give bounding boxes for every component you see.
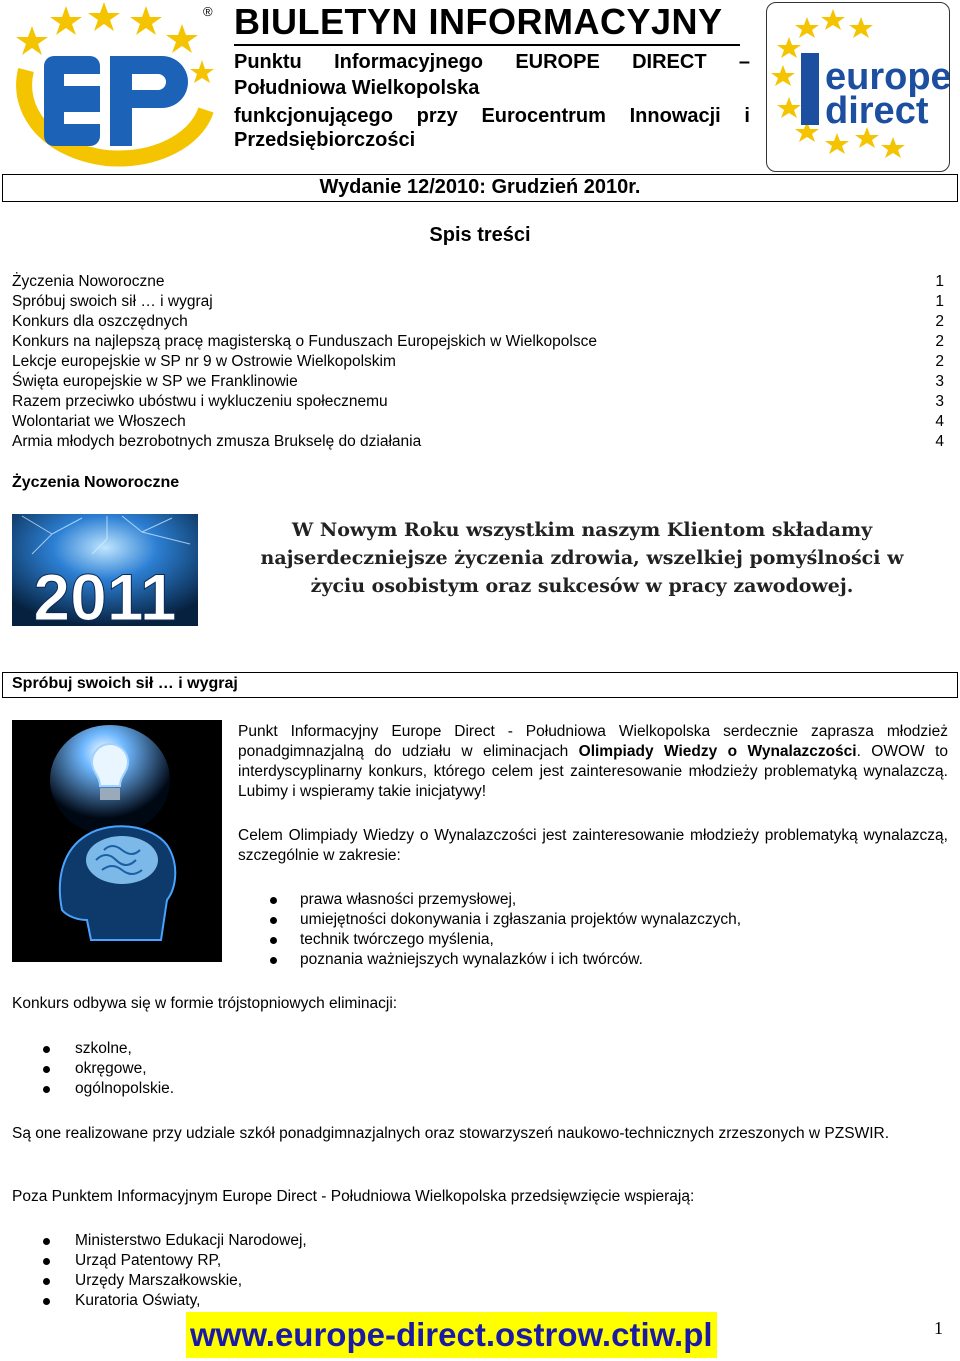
toc-label: Armia młodych bezrobotnych zmusza Brukselę do działania — [12, 433, 422, 450]
olympiad-intro-text: Punkt Informacyjny Europe Direct - Południowa Wielkopolska serdecznie zaprasza młodzież ponadgimnazjalną do udziału w eliminacjach — [238, 723, 948, 760]
toc-page: 3 — [935, 373, 944, 390]
olympiad-name: Olimpiady Wiedzy o Wynalazczości — [578, 743, 857, 760]
organizers-paragraph: Są one realizowane przy udziale szkół ponadgimnazjalnych oraz stowarzyszeń naukowo-technicznych zrzeszonych w PZSWIR. — [12, 1125, 890, 1142]
registered-mark: ® — [203, 4, 213, 19]
toc-label: Konkurs dla oszczędnych — [12, 313, 188, 330]
toc-row[interactable] — [12, 412, 944, 432]
edition-label: Wydanie 12/2010: Grudzień 2010r. — [319, 176, 641, 198]
toc-page: 4 — [935, 433, 944, 450]
table-of-contents — [12, 272, 944, 452]
toc-label: Życzenia Noworoczne — [12, 273, 165, 290]
europe-direct-logo — [766, 2, 950, 172]
toc-page: 1 — [935, 293, 944, 310]
page-number: 1 — [934, 1318, 943, 1338]
olympiad-intro-paragraph — [238, 722, 948, 802]
toc-row[interactable] — [12, 372, 944, 392]
toc-page: 4 — [935, 413, 944, 430]
subtitle-line-3: funkcjonującego przy Eurocentrum Innowacji i — [234, 105, 750, 127]
list-item: Kuratoria Oświaty, — [75, 1291, 307, 1311]
list-item: technik twórczego myślenia, — [300, 930, 741, 950]
eu-stars-icon — [767, 3, 949, 171]
title-underline — [234, 44, 740, 46]
toc-row[interactable] — [12, 392, 944, 412]
olympiad-intro-text-end: . OWOW to interdyscyplinarny konkurs, którego celem jest zainteresowanie młodzieży problematyką wynalazczą. Lubimy i wspieramy takie inicjatywy! — [238, 743, 949, 800]
toc-page: 3 — [935, 393, 944, 410]
toc-row[interactable] — [12, 272, 944, 292]
ep-logo — [6, 0, 222, 170]
toc-label: Lekcje europejskie w SP nr 9 w Ostrowie Wielkopolskim — [12, 353, 396, 370]
list-item: Urzędy Marszałkowskie, — [75, 1271, 307, 1291]
section-title-new-year: Życzenia Noworoczne — [12, 474, 180, 491]
list-item: ogólnopolskie. — [75, 1080, 175, 1097]
list-item: Ministerstwo Edukacji Narodowej, — [75, 1232, 307, 1249]
list-item: szkolne, — [75, 1039, 174, 1059]
bulletin-title: BIULETYN INFORMACYJNY — [234, 1, 723, 42]
toc-page: 2 — [935, 353, 944, 370]
svg-text:direct: direct — [825, 90, 929, 132]
toc-row[interactable] — [12, 292, 944, 312]
toc-label: Święta europejskie w SP we Franklinowie — [12, 373, 298, 390]
fireworks-2011-image — [12, 514, 198, 626]
lightbulb-head-image — [12, 720, 222, 962]
toc-label: Konkurs na najlepszą pracę magisterską o Funduszach Europejskich w Wielkopolsce — [12, 333, 597, 350]
olympiad-goal-paragraph: Celem Olimpiady Wiedzy o Wynalazczości jest zainteresowanie młodzieży problematyką wynalazczą, szczególnie w zakresie: — [238, 827, 948, 864]
toc-label: Wolontariat we Włoszech — [12, 413, 186, 430]
list-item: Urząd Patentowy RP, — [75, 1251, 307, 1271]
olympiad-topics-list — [300, 890, 741, 970]
list-item: poznania ważniejszych wynalazków i ich twórców. — [300, 950, 741, 970]
stages-paragraph: Konkurs odbywa się w formie trójstopniowych eliminacji: — [12, 995, 398, 1012]
toc-row[interactable] — [12, 432, 944, 452]
new-year-greeting: W Nowym Roku wszystkim naszym Klientom składamy najserdeczniejsze życzenia zdrowia, wszelkiej pomyślności w życiu osobistym oraz sukcesów w pracy zawodowej. — [260, 519, 904, 597]
list-item: prawa własności przemysłowej, — [300, 890, 741, 910]
subtitle-line-2: Południowa Wielkopolska — [234, 77, 480, 99]
supporters-paragraph: Poza Punktem Informacyjnym Europe Direct - Południowa Wielkopolska przedsięwzięcie wspierają: — [12, 1188, 695, 1205]
year-label: 2011 — [33, 560, 177, 626]
list-item: okręgowe, — [75, 1059, 174, 1079]
toc-page: 2 — [935, 333, 944, 350]
toc-label: Razem przeciwko ubóstwu i wykluczeniu społecznemu — [12, 393, 388, 410]
toc-page: 1 — [935, 273, 944, 290]
toc-row[interactable] — [12, 332, 944, 352]
svg-text:europe: europe — [825, 56, 949, 98]
stages-list — [75, 1039, 174, 1099]
footer-website-link[interactable]: www.europe-direct.ostrow.ctiw.pl — [186, 1312, 717, 1358]
toc-title: Spis treści — [429, 224, 531, 246]
subtitle-line-1: Punktu Informacyjnego EUROPE DIRECT – — [234, 51, 750, 73]
toc-row[interactable] — [12, 312, 944, 332]
supporters-list — [75, 1231, 307, 1311]
toc-row[interactable] — [12, 352, 944, 372]
toc-label: Spróbuj swoich sił … i wygraj — [12, 293, 213, 310]
section-title-try-your-strength: Spróbuj swoich sił … i wygraj — [12, 675, 238, 692]
list-item: umiejętności dokonywania i zgłaszania projektów wynalazczych, — [300, 911, 742, 928]
subtitle-line-4: Przedsiębiorczości — [234, 129, 416, 151]
toc-page: 2 — [935, 313, 944, 330]
